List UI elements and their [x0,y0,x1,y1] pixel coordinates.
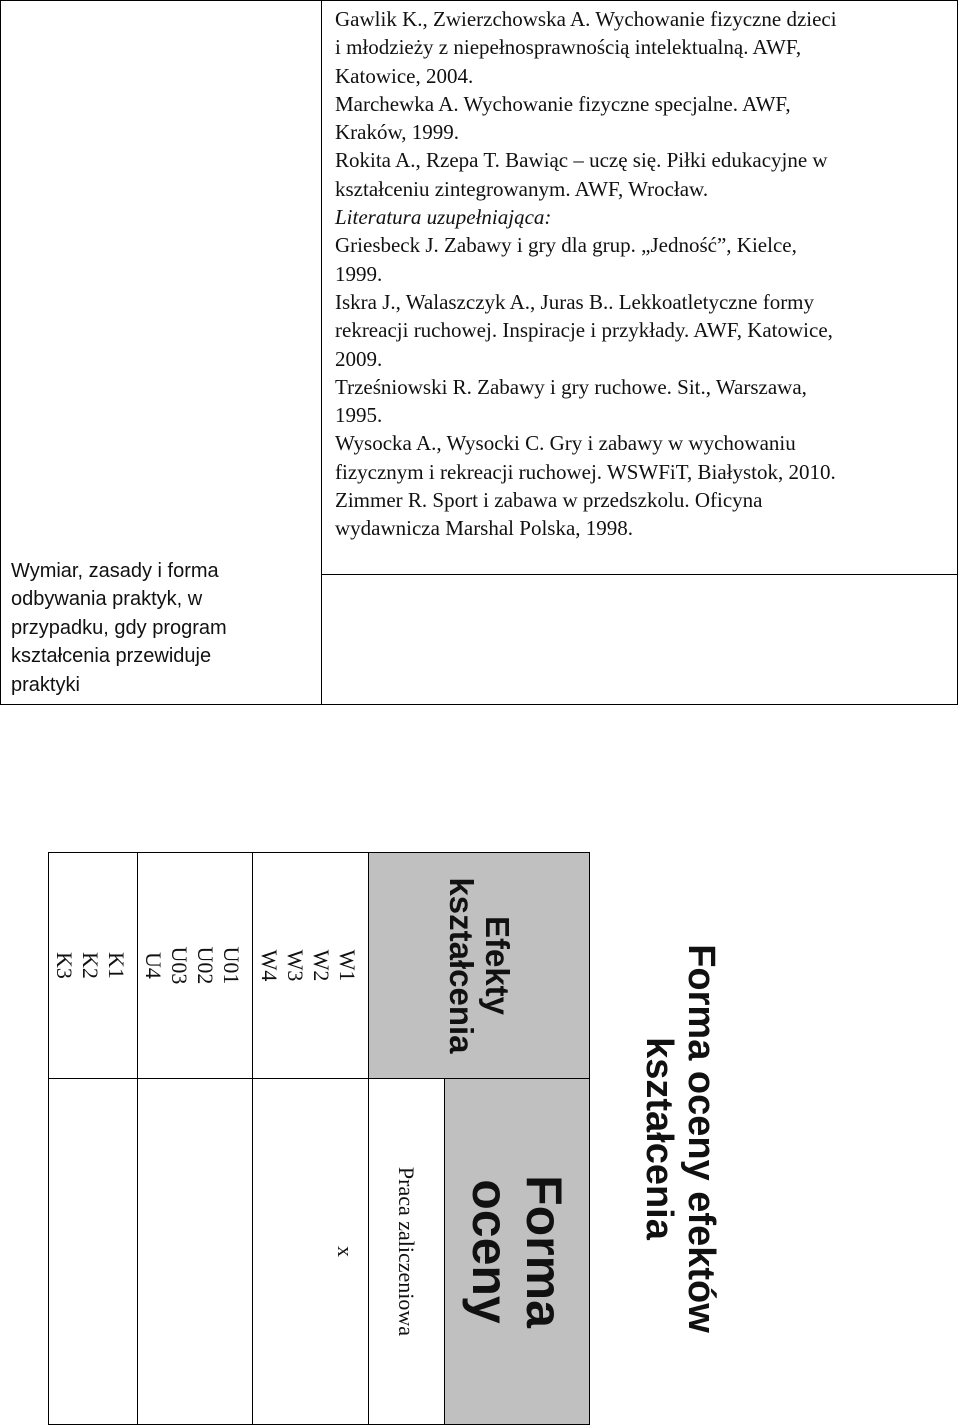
reference-line: Rokita A., Rzepa T. Bawiąc – uczę się. Piłki edukacyjne w [335,148,828,173]
assessment-form-header-line: Forma [516,1175,572,1328]
assessment-title [590,853,771,1425]
assessment-title-line: kształcenia [638,1037,680,1240]
outcome-item: W4 [257,949,282,982]
reference-line: kształceniu zintegrowanym. AWF, Wrocław. [335,176,709,201]
reference-line: rekreacji ruchowej. Inspiracje i przykłady. AWF, Katowice, [335,318,833,343]
reference-line: Kraków, 1999. [335,120,460,145]
practice-label [11,557,311,700]
outcome-item: U03 [167,946,193,985]
reference-line: Trześniowski R. Zabawy i gry ruchowe. Sit., Warszawa, [335,374,807,399]
reference-line: fizycznym i rekreacji ruchowej. WSWFiT, Białystok, 2010. [335,459,836,484]
practice-label-line: praktyki [11,673,80,696]
reference-line: Iskra J., Walaszczyk A., Juras B.. Lekkoatletyczne formy [335,289,815,314]
practice-label-line: Wymiar, zasady i forma [11,559,219,582]
knowledge-outcomes [253,853,369,1079]
outcomes-header-line: kształcenia [443,877,480,1054]
assessment-title-line: Forma oceny efektów [680,944,722,1333]
outcome-item: K2 [77,952,103,979]
reference-line: wydawnicza Marshal Polska, 1998. [335,516,634,541]
outcomes-header [369,853,590,1079]
outcome-item: K1 [103,952,129,979]
outcome-item: K3 [51,952,77,979]
skill-outcomes [137,853,253,1079]
outcome-item: W1 [335,949,360,982]
reference-line: Marchewka A. Wychowanie fizyczne specjalne. AWF, [335,91,791,116]
outcome-item: W3 [283,949,308,982]
assessment-table [48,852,770,1425]
assessment-table-wrapper [48,852,770,1425]
assessment-form-header-line: oceny [462,1179,518,1324]
reference-line: 2009. [335,346,383,371]
competence-outcomes [49,853,138,1079]
reference-line: Gawlik K., Zwierzchowska A. Wychowanie fizyczne dzieci [335,7,837,31]
assessment-mark [137,1079,253,1425]
reference-line: 1999. [335,261,383,286]
label-column [1,1,322,704]
outcomes-header-line: Efekty [479,915,516,1016]
practice-label-line: kształcenia przewiduje [11,645,212,667]
outcome-item: U4 [141,952,167,979]
syllabus-table [0,0,958,705]
assessment-mark [49,1079,138,1425]
reference-line: 1995. [335,403,383,428]
practice-label-line: odbywania praktyk, w [11,588,203,610]
reference-line: Griesbeck J. Zabawy i gry dla grup. „Jedność”, Kielce, [335,233,797,258]
assessment-form-header [445,1079,590,1425]
practice-label-line: przypadku, gdy program [11,616,227,639]
reference-line: i młodzieży z niepełnosprawnością intelektualną. AWF, [335,35,802,60]
reference-line: Zimmer R. Sport i zabawa w przedszkolu. Oficyna [335,488,763,513]
supplementary-heading: Literatura uzupełniająca: [335,205,552,230]
outcome-item: U01 [219,946,245,985]
outcome-item: U02 [193,946,219,985]
reference-line: Katowice, 2004. [335,63,474,88]
row-divider [322,574,957,575]
assessment-mark: x [253,1079,369,1425]
reference-line: Wysocka A., Wysocki C. Gry i zabawy w wychowaniu [335,431,796,456]
literature-list [335,5,950,543]
outcome-item: W2 [309,949,334,982]
final-paper-header: Praca zaliczeniowa [369,1079,445,1425]
